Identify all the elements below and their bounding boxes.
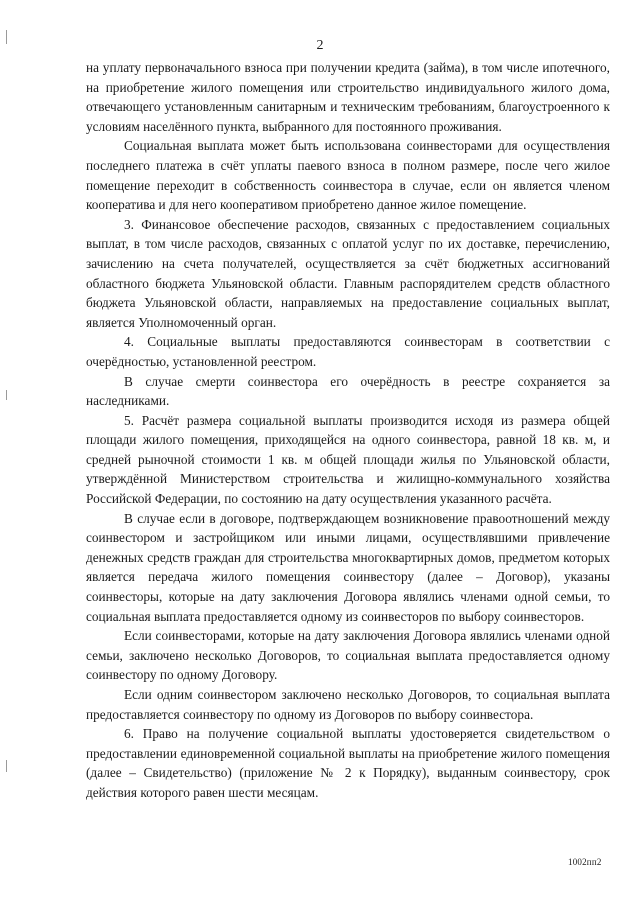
paragraph-item-3-financing: 3. Финансовое обеспечение расходов, связанных с предоставлением социальных выплат, в том числе расходов, связанных с оплатой услуг по их доставке, перечислению, зачислению на счета получателей, осуществляется за счёт бюджетных ассигнований областного бюджета Ульяновской области. Главным распорядителем средств областного бюджета Ульяновской области, направляемых на предоставление социальных выплат, является Уполномоченный орган. (86, 216, 610, 330)
paragraph-social-payment-usage: Социальная выплата может быть использована соинвесторами для осуществления последнего платежа в счёт уплаты паевого взноса в полном размере, после чего жилое помещение переходит в собственность соинвестора в случае, если он является членом кооператива и для него кооперативом приобретено данное жилое помещение. (86, 138, 610, 213)
paragraph-item-5-calculation: 5. Расчёт размера социальной выплаты производится исходя из размера общей площади жилого помещения, приходящейся на одного соинвестора, равной 18 кв. м, и средней рыночной стоимости 1 кв. м общей площади жилья по Ульяновской области, утверждённой Министерством строительства и жилищно-коммунального хозяйства Российской Федерации, по состоянию на дату осуществления указанного расчёта. (86, 412, 610, 507)
paragraph-death-of-investor: В случае смерти соинвестора его очерёдность в реестре сохраняется за наследниками. (86, 373, 610, 409)
binding-edge-mark-middle (6, 390, 7, 400)
paragraph-family-contract: В случае если в договоре, подтверждающем возникновение правоотношений между соинвестором и застройщиком или иными лицами, осуществлявшими привлечение денежных средств граждан для строительства многоквартирных домов, предметом которых является передача жилого помещения соинвестору (далее – Договор), указаны соинвесторы, которые на дату заключения Договора являлись членами одной семьи, то социальная выплата предоставляется одному из соинвесторов по выбору соинвесторов. (86, 510, 610, 624)
binding-edge-mark-bottom (6, 760, 7, 772)
paragraph-several-contracts-single: Если одним соинвестором заключено несколько Договоров, то социальная выплата предоставляется соинвестору по одному из Договоров по выбору соинвестора. (86, 687, 610, 722)
paragraph-item-6-certificate: 6. Право на получение социальной выплаты удостоверяется свидетельством о предоставлении единовременной социальной выплаты на приобретение жилого помещения (далее – Свидетельство) (приложение № 2 к Порядку), выданным соинвестору, срок действия которого равен шести месяцам. (86, 726, 610, 800)
page-number: 2 (316, 38, 324, 53)
paragraph-item-4-order: 4. Социальные выплаты предоставляются соинвесторам в соответствии с очерёдностью, установленной реестром. (86, 334, 610, 369)
document-body (86, 58, 610, 803)
document-code: 1002пп2 (568, 857, 602, 867)
paragraph-continuation: на уплату первоначального взноса при получении кредита (займа), в том числе ипотечного, на приобретение жилого помещения или строительство индивидуального жилого дома, отвечающего установленным санитарным и техническим требованиям, благоустроенного к условиям населённого пункта, выбранного для постоянного проживания. (86, 60, 610, 134)
paragraph-several-contracts-family: Если соинвесторами, которые на дату заключения Договора являлись членами одной семьи, заключено несколько Договоров, то социальная выплата предоставляется одному соинвестору по одному Договору. (86, 628, 610, 683)
